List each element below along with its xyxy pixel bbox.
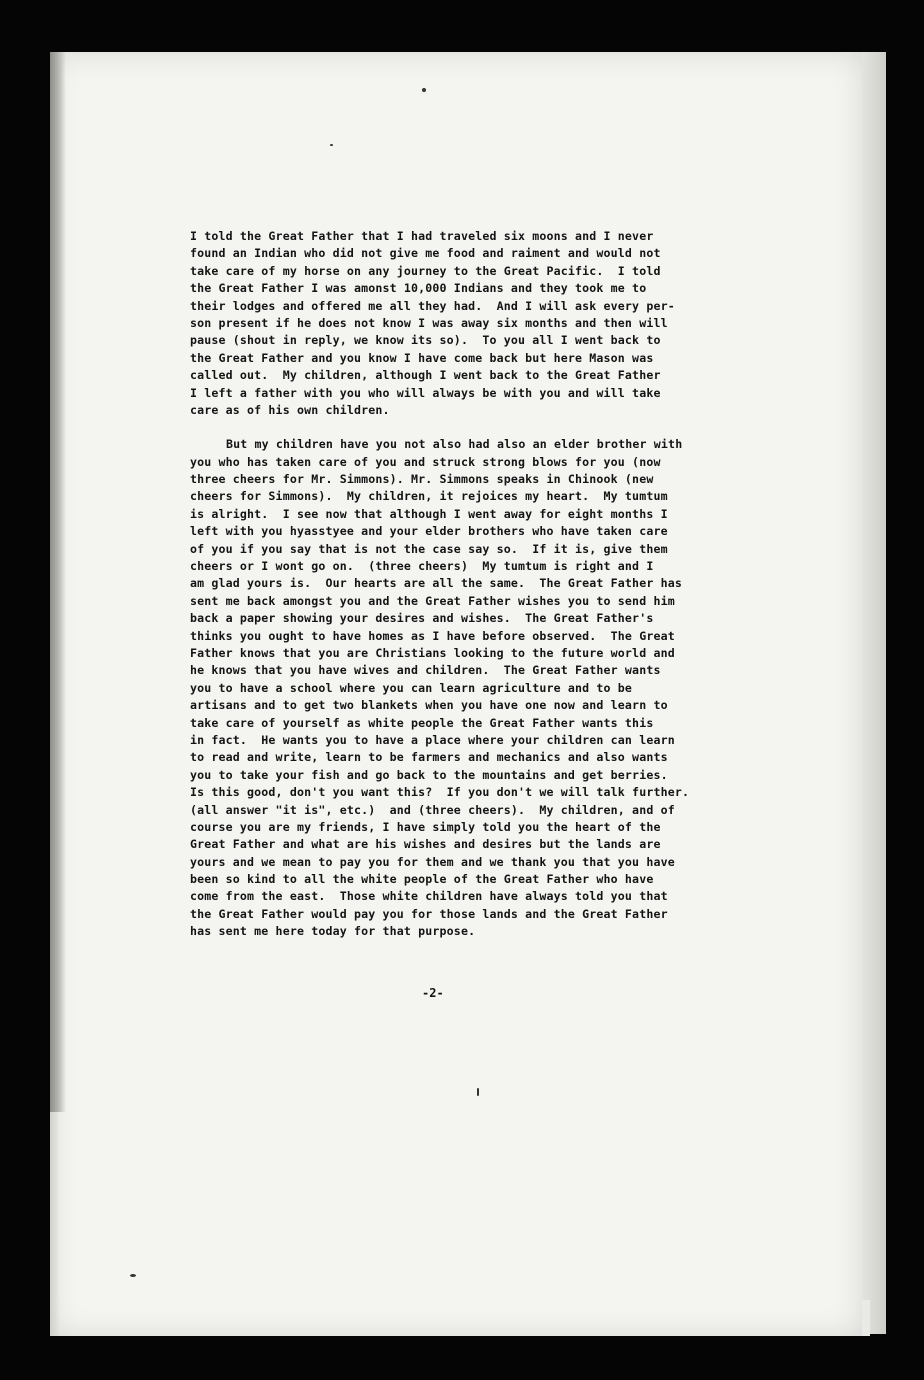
text-line: the Great Father I was amonst 10,000 Indians and they took me to [190, 281, 647, 296]
letter-body [190, 228, 820, 941]
text-line: in fact. He wants you to have a place where your children can learn [190, 732, 675, 747]
text-line: cheers or I wont go on. (three cheers) My tumtum is right and I [190, 559, 654, 574]
text-line: Great Father and what are his wishes and desires but the lands are [190, 837, 661, 852]
page-edge-shadow [50, 52, 66, 1112]
text-line: called out. My children, although I went back to the Great Father [190, 368, 661, 383]
text-line: I told the Great Father that I had traveled six moons and I never [190, 229, 654, 243]
text-line: their lodges and offered me all they had. And I will ask every per- [190, 298, 675, 313]
text-line: back a paper showing your desires and wishes. The Great Father's [190, 611, 654, 626]
text-line: pause (shout in reply, we know its so). To you all I went back to [190, 333, 661, 348]
text-line: But my children have you not also had also an elder brother with [226, 437, 683, 452]
typed-page [50, 52, 862, 1336]
text-line: the Great Father would pay you for those lands and the Great Father [190, 906, 668, 921]
text-line: artisans and to get two blankets when you have one now and learn to [190, 698, 668, 713]
paragraph-1 [190, 228, 820, 419]
text-line: son present if he does not know I was away six months and then will [190, 315, 668, 330]
text-line: been so kind to all the white people of the Great Father who have [190, 872, 654, 887]
text-line: he knows that you have wives and children. The Great Father wants [190, 663, 661, 678]
text-line: take care of my horse on any journey to the Great Pacific. I told [190, 263, 661, 278]
text-line: am glad yours is. Our hearts are all the same. The Great Father has [190, 576, 682, 591]
text-line: thinks you ought to have homes as I have before observed. The Great [190, 628, 675, 643]
text-line: three cheers for Mr. Simmons). Mr. Simmons speaks in Chinook (new [190, 472, 654, 487]
text-line: you to have a school where you can learn agriculture and to be [190, 680, 633, 695]
dust-speck [477, 1088, 479, 1096]
text-line: found an Indian who did not give me food and raiment and would not [190, 246, 661, 261]
text-line: is alright. I see now that although I went away for eight months I [190, 506, 668, 521]
page-number: -2- [422, 986, 444, 1000]
text-line: Is this good, don't you want this? If you don't we will talk further. [190, 785, 690, 800]
text-line: (all answer "it is", etc.) and (three cheers). My children, and of [190, 802, 675, 817]
text-line: the Great Father and you know I have come back but here Mason was [190, 350, 654, 365]
text-line: of you if you say that is not the case say so. If it is, give them [190, 541, 668, 556]
text-line: sent me back amongst you and the Great Father wishes you to send him [190, 593, 675, 608]
text-line: has sent me here today for that purpose. [190, 924, 476, 939]
dust-speck [130, 1274, 136, 1277]
paragraph-2 [190, 436, 820, 940]
text-line: take care of yourself as white people the Great Father wants this [190, 715, 654, 730]
text-line: course you are my friends, I have simply told you the heart of the [190, 819, 661, 834]
text-line: you who has taken care of you and struck strong blows for you (now [190, 454, 661, 469]
text-line: to read and write, learn to be farmers and mechanics and also wants [190, 750, 668, 765]
text-line: you to take your fish and go back to the mountains and get berries. [190, 767, 668, 782]
text-line: care as of his own children. [190, 402, 390, 417]
text-line: left with you hyasstyee and your elder brothers who have taken care [190, 524, 668, 539]
dust-speck [330, 144, 333, 146]
text-line: yours and we mean to pay you for them and we thank you that you have [190, 854, 675, 869]
text-line: come from the east. Those white children have always told you that [190, 889, 668, 904]
dust-speck [422, 88, 426, 92]
page-edge-shadow-lower [50, 1112, 60, 1336]
text-line: Father knows that you are Christians looking to the future world and [190, 645, 675, 660]
text-line: cheers for Simmons). My children, it rejoices my heart. My tumtum [190, 489, 668, 504]
text-line: I left a father with you who will always be with you and will take [190, 385, 661, 400]
